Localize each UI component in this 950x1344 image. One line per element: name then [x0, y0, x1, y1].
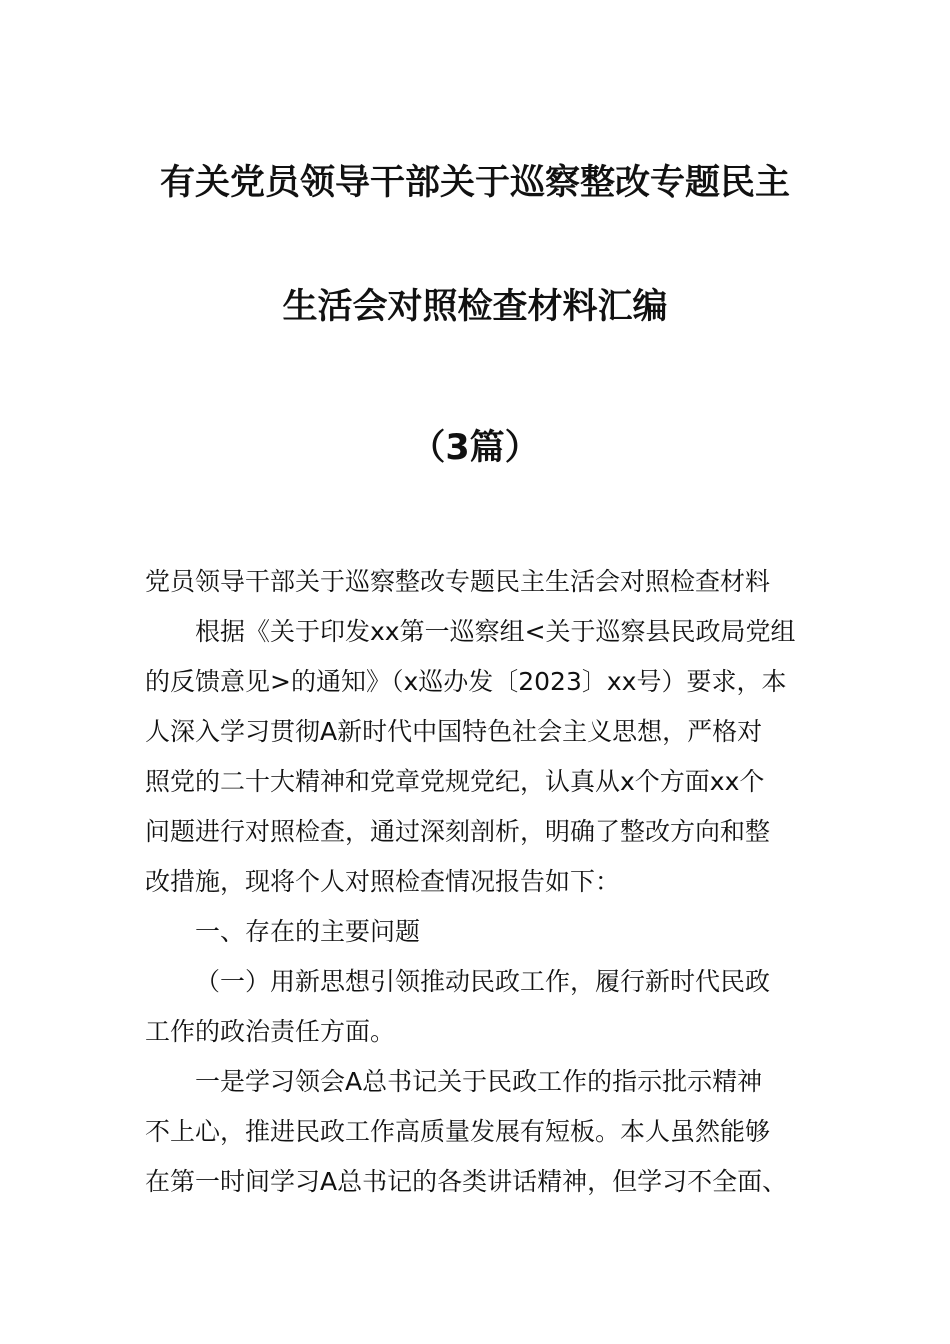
paragraph-line: 改措施，现将个人对照检查情况报告如下： — [145, 867, 621, 896]
document-title-line-2: 生活会对照检查材料汇编 — [282, 287, 668, 327]
paragraph-line: 的反馈意见>的通知》（x巡办发〔2023〕xx号）要求，本 — [145, 667, 787, 696]
document-title-count: （3篇） — [410, 428, 540, 468]
paragraph-line: 人深入学习贯彻A新时代中国特色社会主义思想，严格对 — [145, 717, 763, 746]
paragraph-line: （一）用新思想引领推动民政工作，履行新时代民政 — [195, 967, 771, 996]
paragraph-line: 问题进行对照检查，通过深刻剖析，明确了整改方向和整 — [145, 817, 771, 846]
section-heading: 党员领导干部关于巡察整改专题民主生活会对照检查材料 — [145, 567, 771, 596]
document-title-line-1: 有关党员领导干部关于巡察整改专题民主 — [159, 163, 790, 203]
paragraph-line: 工作的政治责任方面。 — [145, 1017, 396, 1046]
subsection-heading: 一、存在的主要问题 — [195, 917, 421, 946]
paragraph-line: 在第一时间学习A总书记的各类讲话精神，但学习不全面、 — [145, 1167, 788, 1196]
paragraph-line: 根据《关于印发xx第一巡察组<关于巡察县民政局党组 — [195, 617, 796, 646]
paragraph-line: 照党的二十大精神和党章党规党纪，认真从x个方面xx个 — [145, 767, 765, 796]
paragraph-line: 不上心，推进民政工作高质量发展有短板。本人虽然能够 — [145, 1117, 771, 1146]
paragraph-line: 一是学习领会A总书记关于民政工作的指示批示精神 — [195, 1067, 763, 1096]
